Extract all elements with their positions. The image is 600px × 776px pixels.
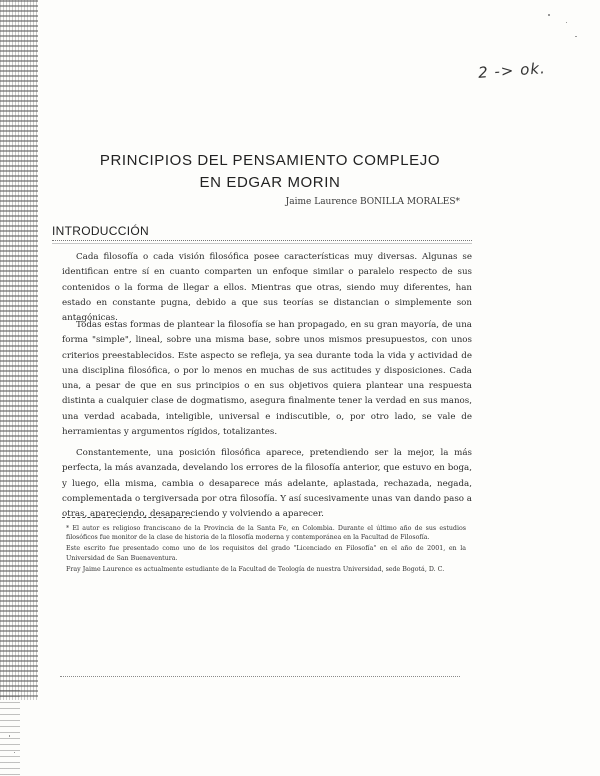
page-bottom-rule — [60, 676, 460, 677]
footnote-1: * El autor es religioso franciscano de la Provincia de la Santa Fe, en Colombia. Durante el último año de sus estudios filosóficos fue monitor de la clase de historia de la filosofía moderna y contemporánea en la Facultad de Filosofía. — [66, 525, 466, 542]
footnote-2: Este escrito fue presentado como uno de los requisitos del grado "Licenciado en Filosofía" en el año de 2001, en la Universidad de San Buenaventura. — [66, 545, 466, 562]
heading-divider — [52, 240, 472, 244]
title-line-2: EN EDGAR MORIN — [199, 174, 341, 191]
paragraph-1-text: Cada filosofía o cada visión filosófica posee características muy diversas. Algunas se identifican entre sí en cuanto comparten un enfoque similar o paralelo respecto de sus contenidos o la forma de llegar a ellos. Mientras que otras, siendo muy diferentes, han estado en constante pugna, debido a que sus teorías se distancian o simplemente son antagónicas. — [62, 252, 472, 324]
footnote-divider — [62, 517, 192, 518]
scan-speck — [575, 36, 577, 37]
binding-shadow — [0, 0, 38, 700]
scan-speck — [566, 22, 567, 23]
footnote-3: Fray Jaime Laurence es actualmente estudiante de la Facultad de Teología de nuestra Universidad, sede Bogotá, D. C. — [66, 565, 445, 573]
footnotes — [66, 524, 466, 576]
handwritten-margin-note: 2 -> ok. — [477, 59, 547, 82]
article-title — [60, 150, 480, 194]
paragraph-3-text: Constantemente, una posición filosófica aparece, pretendiendo ser la mejor, la más perfecta, la más avanzada, develando los errores de la filosofía anterior, que estuvo en boga, y luego, ella misma, cambia o desaparece más adelante, aplastada, rechazada, negada, complementada o tergiversada por otra filosofía. Y así sucesivamente unas van dando paso a otras, apareciendo, desapareciendo y volviendo a aparecer. — [62, 448, 472, 520]
author-name: Jaime Laurence BONILLA MORALES* — [285, 197, 460, 207]
scan-speck — [14, 752, 15, 753]
paragraph-3 — [62, 446, 472, 522]
section-heading: INTRODUCCIÓN — [52, 224, 149, 238]
scan-speck — [9, 735, 10, 737]
paragraph-2 — [62, 318, 472, 440]
paragraph-2-text: Todas estas formas de plantear la filosofía se han propagado, en su gran mayoría, de una forma "simple", lineal, sobre una misma base, sobre unos mismos presupuestos, con unos criterios preestablecidos. Este aspecto se refleja, ya sea durante toda la vida y actividad de una disciplina filosófica, o por lo menos en muchas de sus actitudes y disposiciones. Cada una, a pesar de que en sus principios o en sus objetivos quiera plantear una respuesta distinta a cualquier clase de dogmatismo, asegura finalmente tener la verdad en sus manos, una verdad acabada, inteligible, universal e indiscutible, o, por otro lado, se vale de herramientas y argumentos rígidos, totalizantes. — [62, 320, 472, 438]
scan-speck — [548, 14, 550, 16]
binding-shadow-lower — [0, 690, 20, 776]
title-line-1: PRINCIPIOS DEL PENSAMIENTO COMPLEJO — [99, 152, 441, 169]
paragraph-1 — [62, 250, 472, 326]
